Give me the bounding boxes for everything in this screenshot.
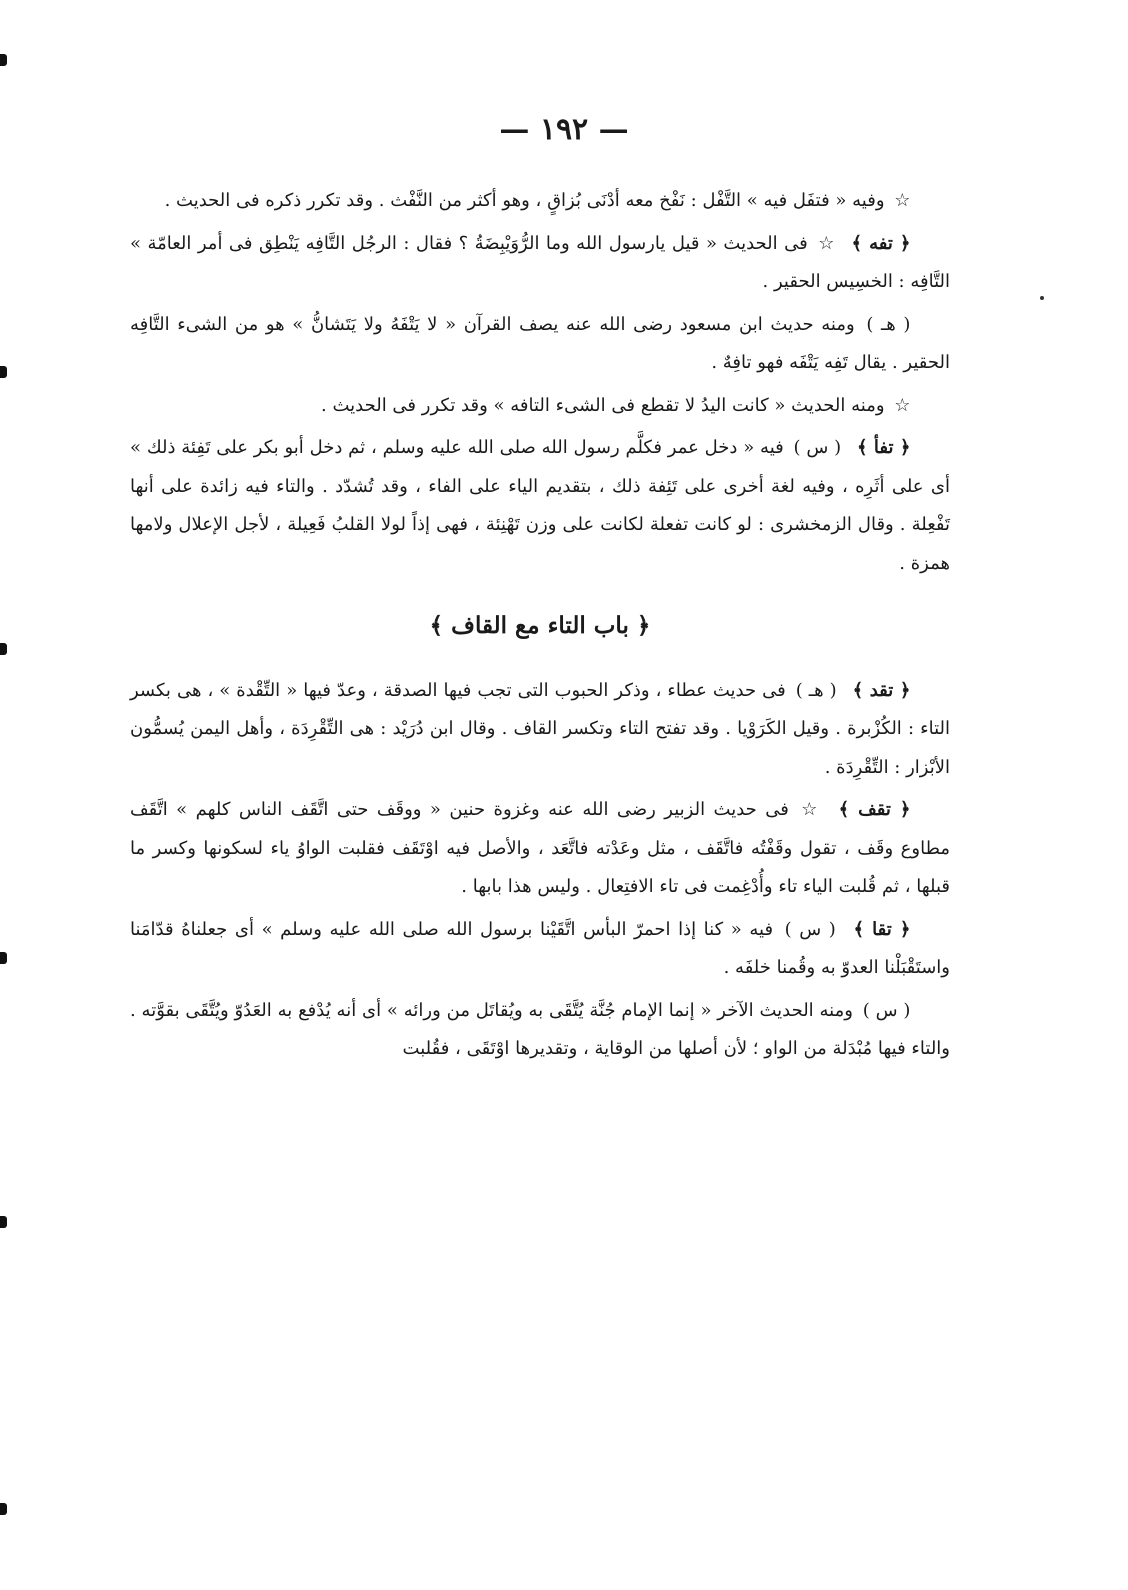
paragraph-text: وفيه « فتفَل فيه » التَّفْل : نَفْخ معه أدْنَى بُزاقٍ ، وهو أكثر من النَّفْث . وقد تكرر ذكره فى الحديث . [164,190,885,211]
paragraph-text: فى الحديث « قيل يارسول الله وما الرُّوَيْبِضَةُ ؟ فقال : الرجُل التَّافِه يَنْطِق فى أمر العامّة » التَّافِه : الخسِيس الحقير . [130,232,950,292]
section-title: ﴿ باب التاء مع القاف ﴾ [429,612,651,639]
paragraph-text: ومنه الحديث الآخر « إنما الإمام جُنَّة يُتَّقَى به ويُقاتَل من ورائه » أى أنه يُدْفع به العَدُوّ ويُتَّقَى بقوَّته . والتاء فيها مُبْدَلة من الواو ؛ لأن أصلها من الوقاية ، وتقديرها اوْتَقَى ، فقُلبت [130,999,950,1059]
paragraph-text: فيه « دخل عمر فكلَّم رسول الله صلى الله عليه وسلم ، ثم دخل أبو بكر على تَفِئة ذلك » أى على أثَرِه ، وفيه لغة أخرى على تَئِفة ذلك ، بتقديم الياء على الفاء ، وقد تُشدّد . والتاء فيه زائدة على أنها تَفْعِلة . وقال الزمخشرى : لو كانت تفعلة لكانت على وزن تَهْنِئة ، فهى إذاً لولا القلبُ فَعِيلة ، لأجل الإعلال ولامها همزة . [130,437,950,574]
stray-mark [1040,296,1044,300]
entry-marker: ( هـ ) [866,313,911,335]
paragraph-text: فيه « كنا إذا احمرّ البأس اتَّقَيْنا برسول الله صلى الله عليه وسلم » أى جعلناهُ قدّامَنا واستَقْبَلْنا العدوّ به وقُمنا خلفَه . [130,918,950,978]
main-text [130,182,950,1073]
paragraph [130,911,950,988]
page-number: — ١٩٢ — [499,112,629,147]
entry-headword: ﴿ تقد ﴾ [852,679,911,701]
entry-marker: ☆ [801,799,821,820]
paragraph [130,672,950,788]
entry-marker: ☆ [818,232,836,254]
paragraph [130,306,950,383]
scan-edge-mark [0,643,7,655]
paragraph [130,225,950,302]
entry-headword: ﴿ تقف ﴾ [838,799,911,820]
entry-marker: ( س ) [862,999,911,1021]
paragraph [130,992,950,1069]
entry-marker: ( هـ ) [795,679,837,701]
entry-headword: ﴿ تفأ ﴾ [856,437,911,458]
paragraph [130,182,950,221]
scan-edge-mark [0,366,7,378]
entry-marker: ☆ [894,394,911,416]
paragraph-text: فى حديث عطاء ، وذكر الحبوب التى تجب فيها الصدقة ، وعدّ فيها « التِّقْدة » ، هى بكسر التاء : الكُزْبرة . وقيل الكَرَوْيا . وقد تفتح التاء وتكسر القاف . وقال ابن دُرَيْد : هى التِّقْرِدَة ، وأهل اليمن يُسمُّون الأبْزار : التِّقْرِدَة . [130,679,950,778]
scan-edge-mark [0,1216,7,1228]
paragraph-text: ومنه حديث ابن مسعود رضى الله عنه يصف القرآن « لا يَتْفَهُ ولا يَتَشانُّ » هو من الشىء التَّافِه الحقير . يقال تَفِه يَتْفَه فهو تافِهٌ . [130,313,950,373]
paragraph-text: ومنه الحديث « كانت اليدُ لا تقطع فى الشىء التافه » وقد تكرر فى الحديث . [321,394,885,416]
paragraph-text: فى حديث الزبير رضى الله عنه وغزوة حنين « ووقَف حتى اتَّقَف الناس كلهم » اتَّقَف مطاوع وقَف ، تقول وقَفْتُه فاتَّقَف ، مثل وعَدْته فاتَّعَد ، والأصل فيه اوْتَقَف فقلبت الواوُ ياء لسكونها وكسر ما قبلها ، ثم قُلبت الياء تاء وأُدْغِمت فى تاء الافتِعال . وليس هذا بابها . [130,799,950,897]
entry-headword: ﴿ تقا ﴾ [853,918,911,940]
entry-headword: ﴿ تفه ﴾ [851,232,911,254]
paragraph [130,387,950,426]
paragraph [130,429,950,583]
scan-edge-mark [0,1503,7,1515]
entry-marker: ☆ [894,190,911,211]
scan-edge-mark [0,54,7,66]
entry-marker: ( س ) [784,918,836,940]
entry-marker: ( س ) [793,437,842,458]
paragraph [130,791,950,907]
scan-edge-mark [0,952,7,964]
